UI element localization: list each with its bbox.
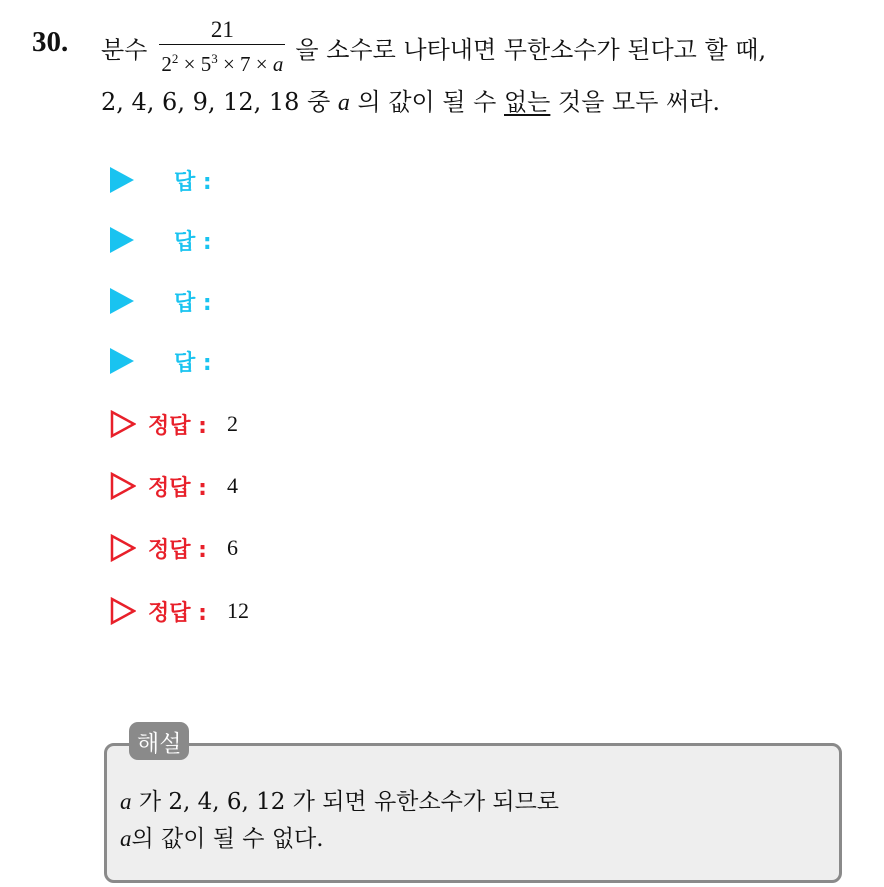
- explanation-text: 의 값이 될 수 없다.: [131, 826, 324, 852]
- solution-row: [110, 468, 238, 504]
- line2-end: 것을 모두 써라.: [558, 88, 721, 116]
- line2-mid: 의 값이 될 수: [357, 88, 497, 116]
- line2-variable: a: [337, 90, 350, 116]
- fraction-denominator: $2^2 \times 5^3 \times 7 \times a$: [161, 51, 284, 77]
- fraction-numerator: 21: [210, 16, 234, 42]
- play-triangle-icon: [110, 227, 134, 253]
- outline-triangle-icon: [110, 410, 136, 438]
- answer-row: [110, 343, 212, 379]
- answer-label: 답 :: [174, 350, 212, 376]
- solution-row: [110, 593, 249, 629]
- solution-value: 12: [226, 598, 249, 623]
- solution-row: [110, 406, 238, 442]
- answer-label: 답 :: [174, 290, 212, 316]
- line2-underlined: 없는: [504, 88, 551, 116]
- answer-row: [110, 283, 212, 319]
- answer-row: [110, 162, 212, 198]
- answer-row: [110, 222, 212, 258]
- question-line-1: [101, 12, 766, 82]
- outline-triangle-icon: [110, 597, 136, 625]
- solution-value: 4: [226, 473, 238, 498]
- solution-label: 정답 :: [148, 600, 207, 626]
- answer-label: 답 :: [174, 229, 212, 255]
- fraction: [159, 16, 285, 79]
- question-number: 30.: [32, 26, 69, 58]
- explanation-variable: a: [120, 826, 132, 851]
- explanation-line-1: [120, 783, 559, 816]
- outline-triangle-icon: [110, 472, 136, 500]
- solution-label: 정답 :: [148, 475, 207, 501]
- outline-triangle-icon: [110, 534, 136, 562]
- line2-start: 2, 4, 6, 9, 12, 18 중: [101, 88, 331, 116]
- explanation-text: 가 2, 4, 6, 12 가 되면 유한소수가 되므로: [138, 789, 560, 815]
- question-prefix: 분수: [101, 35, 148, 64]
- solution-value: 2: [226, 411, 238, 436]
- question-suffix: 을 소수로 나타내면 무한소수가 된다고 할 때,: [295, 35, 767, 64]
- solution-value: 6: [226, 535, 238, 560]
- solution-label: 정답 :: [148, 413, 207, 439]
- explanation-variable: a: [120, 789, 132, 814]
- play-triangle-icon: [110, 288, 134, 314]
- solution-label: 정답 :: [148, 537, 207, 563]
- explanation-line-2: [120, 820, 324, 853]
- answer-label: 답 :: [174, 169, 212, 195]
- solution-row: [110, 530, 238, 566]
- play-triangle-icon: [110, 167, 134, 193]
- play-triangle-icon: [110, 348, 134, 374]
- question-line-2: [101, 82, 720, 117]
- explanation-title: 해설: [129, 722, 189, 760]
